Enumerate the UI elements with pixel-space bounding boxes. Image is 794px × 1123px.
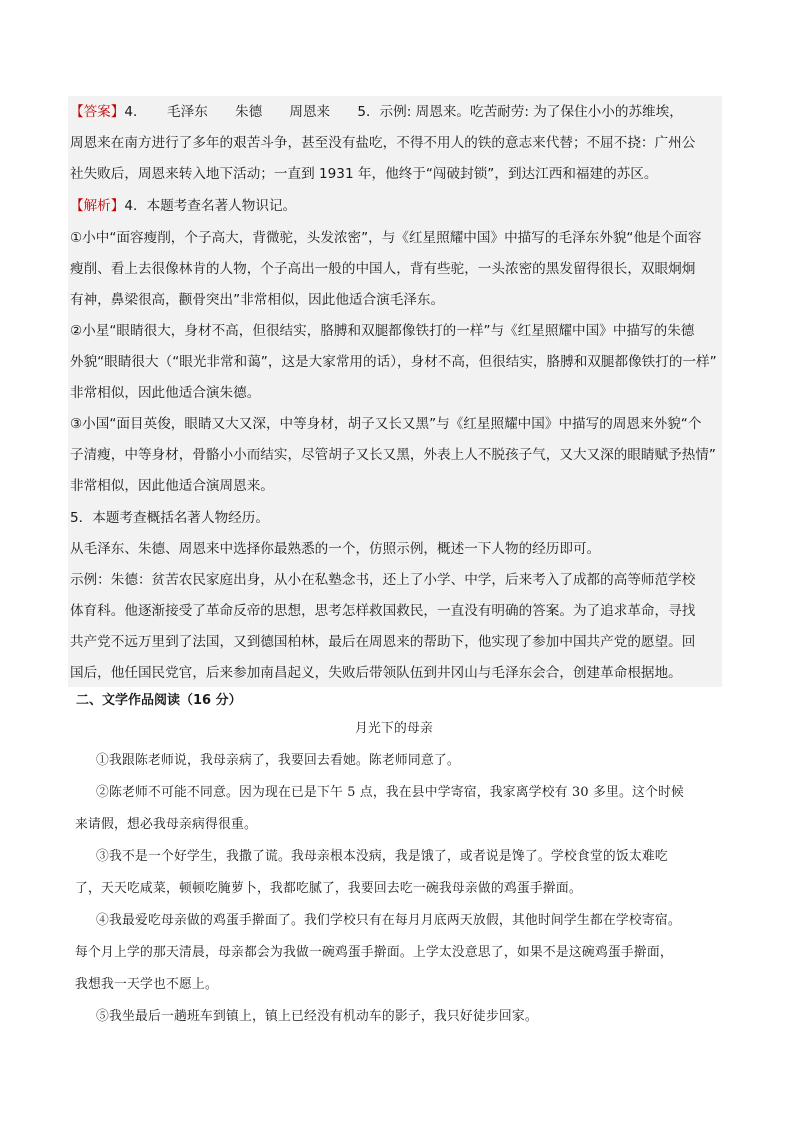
story-paragraph: ⑤我坐最后一趟班车到镇上，镇上已经没有机动车的影子，我只好徒步回家。 — [96, 1009, 538, 1024]
story-paragraph: 每个月上学的那天清晨，母亲都会为我做一碗鸡蛋手擀面。上学太没意思了，如果不是这碗鸡蛋手擀面， — [75, 945, 673, 960]
section-heading: 二、文学作品阅读（16 分） — [76, 693, 242, 708]
story-paragraph: 我想我一天学也不愿上。 — [75, 977, 218, 992]
analysis-p2-line: 非常相似，因此他适合演朱德。 — [70, 385, 261, 401]
story-paragraph: ①我跟陈老师说，我母亲病了，我要回去看她。陈老师同意了。 — [96, 753, 460, 768]
analysis-q5: 5．本题考查概括名著人物经历。 — [70, 510, 269, 526]
analysis-p2-line: 外貌“眼睛很大（“眼光非常和蔼”，这是大家常用的话），身材不高，但很结实，胳膊和双腿都像铁打的一样” — [70, 354, 717, 370]
example-line: 体育科。他逐渐接受了革命反帝的思想，思考怎样救国救民，一直没有明确的答案。为了追求革命，寻找 — [70, 603, 696, 619]
analysis-p1-line: ①小中“面容瘦削，个子高大，背微驼，头发浓密”，与《红星照耀中国》中描写的毛泽东外貌“他是个面容 — [70, 230, 702, 246]
analysis-line-1 — [70, 197, 296, 215]
example-line: 示例：朱德：贫苦农民家庭出身，从小在私塾念书，还上了小学、中学，后来考入了成都的高等师范学校 — [70, 572, 696, 588]
analysis-p3-line: 子清瘦，中等身材，骨骼小小而结实，尽管胡子又长又黑，外表上人不脱孩子气，又大又深的眼睛赋予热情” — [70, 447, 716, 463]
analysis-label: 【解析】 — [70, 198, 125, 214]
analysis-p2-line: ②小星“眼睛很大，身材不高，但很结实，胳膊和双腿都像铁打的一样”与《红星照耀中国》中描写的朱德 — [70, 323, 695, 339]
analysis-p3-line: 非常相似，因此他适合演周恩来。 — [70, 478, 274, 494]
answer-text: 4． 毛泽东 朱德 周恩来 5．示例: 周恩来。吃苦耐劳: 为了保住小小的苏维埃， — [124, 104, 683, 120]
story-paragraph: ④我最爱吃母亲做的鸡蛋手擀面了。我们学校只有在每月月底两天放假，其他时间学生都在学校寄宿。 — [96, 913, 681, 928]
answer-label: 【答案】 — [70, 104, 125, 120]
analysis-p1-line: 有神，鼻梁很高，颧骨突出”非常相似，因此他适合演毛泽东。 — [70, 292, 445, 308]
analysis-p3-line: ③小国“面目英俊，眼睛又大又深，中等身材，胡子又长又黑”与《红星照耀中国》中描写的周恩来外貌“个 — [70, 416, 702, 432]
story-title: 月光下的母亲 — [355, 721, 433, 736]
story-paragraph: 来请假，想必我母亲病得很重。 — [75, 817, 257, 832]
answer-line-2: 周恩来在南方进行了多年的艰苦斗争，甚至没有盐吃，不得不用人的铁的意志来代替；不屈不挠：广州公 — [70, 135, 696, 151]
example-line: 共产党不远万里到了法国，又到德国柏林，最后在周恩来的帮助下，他实现了参加中国共产党的愿望。回 — [70, 634, 696, 650]
analysis-intro: 4．本题考查名著人物识记。 — [124, 198, 297, 214]
answer-line-1 — [70, 103, 683, 121]
answer-line-3: 社失败后，周恩来转入地下活动；一直到 1931 年，他终于“闯破封锁”，到达江西和福建的苏区。 — [70, 166, 658, 182]
story-paragraph: ③我不是一个好学生，我撒了谎。我母亲根本没病，我是饿了，或者说是馋了。学校食堂的饭太难吃 — [96, 849, 668, 864]
example-line: 国后，他任国民党官，后来参加南昌起义，失败后带领队伍到井冈山与毛泽东会合，创建革命根据地。 — [70, 665, 682, 681]
story-paragraph: ②陈老师不可能不同意。因为现在已是下午 5 点，我在县中学寄宿，我家离学校有 30 多里。这个时候 — [96, 785, 684, 800]
analysis-q5-instruction: 从毛泽东、朱德、周恩来中选择你最熟悉的一个，仿照示例，概述一下人物的经历即可。 — [70, 541, 601, 557]
analysis-p1-line: 瘦削、看上去很像林肯的人物，个子高出一般的中国人，背有些驼，一头浓密的黑发留得很长，双眼炯炯 — [70, 261, 696, 277]
story-paragraph: 了，天天吃咸菜，顿顿吃腌萝卜，我都吃腻了，我要回去吃一碗我母亲做的鸡蛋手擀面。 — [75, 881, 582, 896]
